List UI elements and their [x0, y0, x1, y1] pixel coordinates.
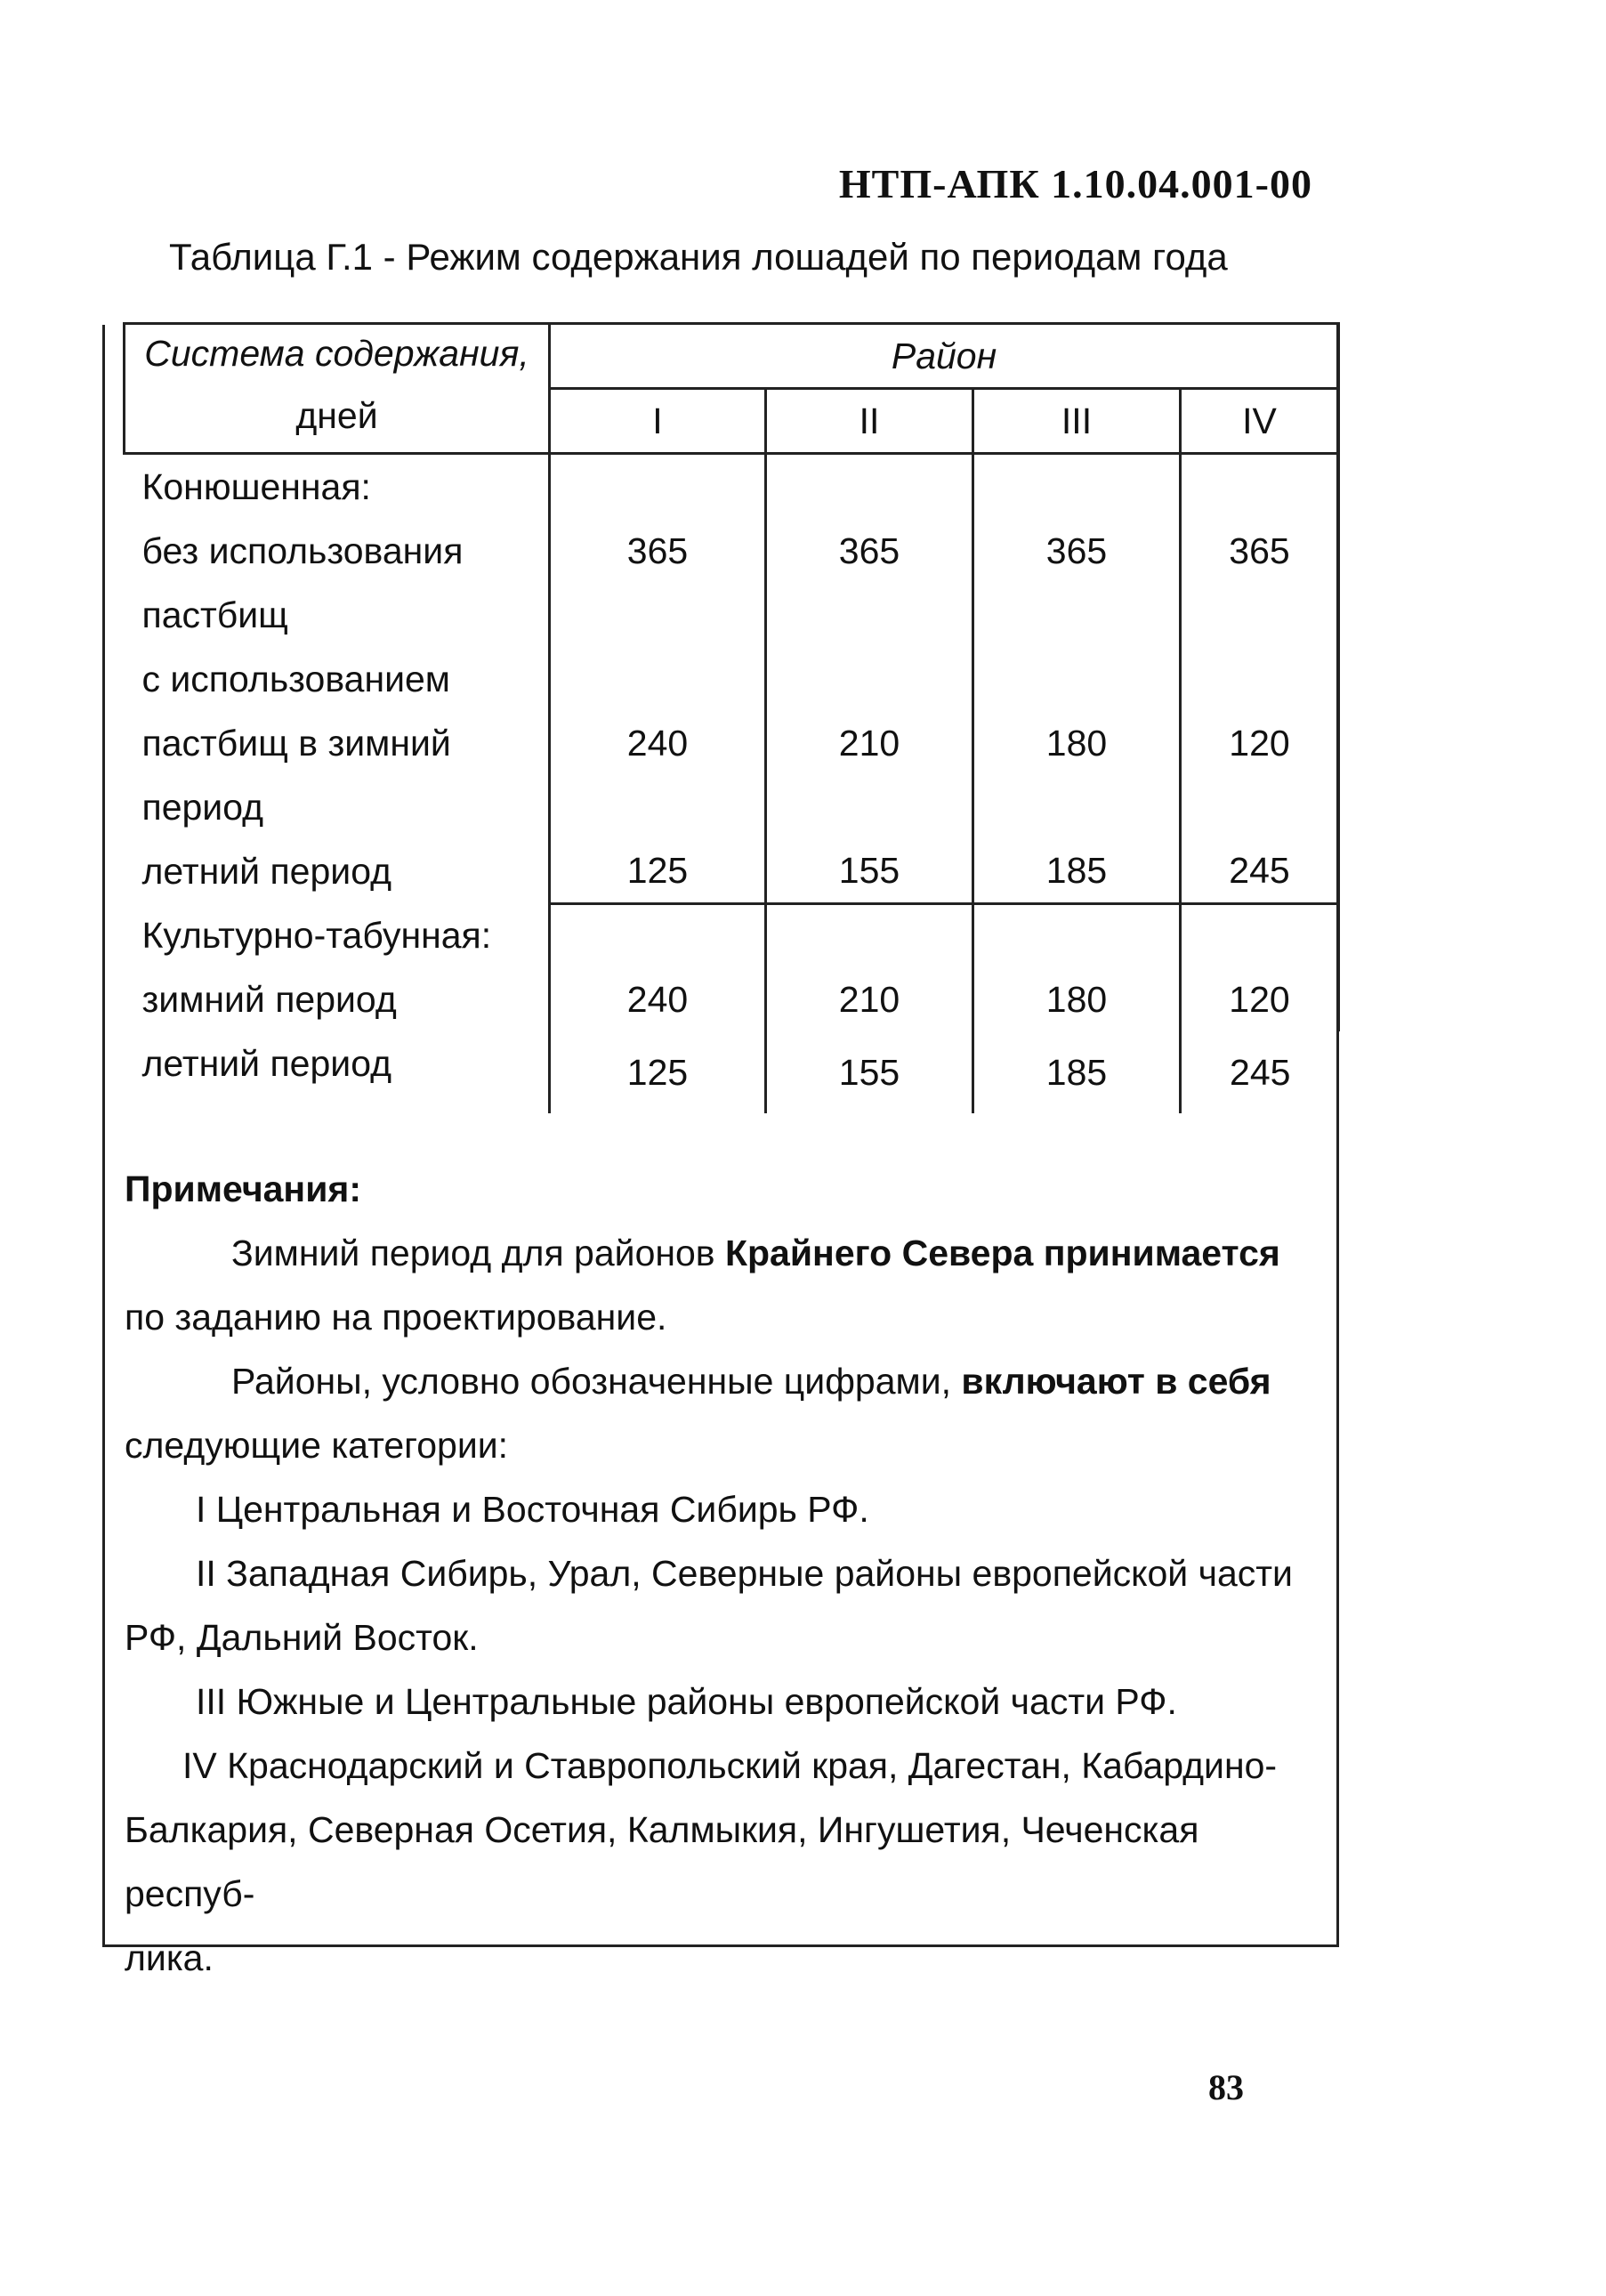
note-paragraph-2-cont: следующие категории:: [125, 1425, 509, 1466]
value-cell: 210: [766, 967, 973, 1031]
region-note-iv-cont2: лика.: [125, 1937, 214, 1978]
row-label: зимний период: [125, 967, 550, 1031]
row-label: летний период: [125, 1031, 550, 1113]
header-region-i: I: [550, 389, 766, 454]
header-system-line2: дней: [295, 394, 378, 436]
region-note-iv-cont: Балкария, Северная Осетия, Калмыкия, Ингушетия, Чеченская респуб-: [125, 1809, 1199, 1914]
value-cell: 125: [550, 839, 766, 903]
notes-title: Примечания:: [125, 1168, 361, 1209]
value-cell: 155: [766, 1031, 973, 1113]
page-number: 83: [1208, 2067, 1244, 2107]
header-system-cell: [125, 324, 550, 454]
row-label: летний период: [125, 839, 550, 903]
value-cell: 365: [1181, 519, 1339, 647]
row-label-line: пастбищ: [141, 594, 288, 635]
note-text: Районы, условно обозначенные цифрами,: [231, 1361, 962, 1402]
region-note-i: I Центральная и Восточная Сибирь РФ.: [196, 1489, 869, 1530]
value-cell: 365: [973, 519, 1181, 647]
header-region-ii: II: [766, 389, 973, 454]
region-note-ii-cont: РФ, Дальний Восток.: [125, 1617, 479, 1658]
value-cell: 180: [973, 647, 1181, 839]
note-text-bold: Крайнего Севера: [724, 1233, 1034, 1273]
note-text-bold: в себя: [1144, 1361, 1271, 1402]
table-row: [125, 903, 1339, 967]
table-row: [125, 1031, 1339, 1113]
value-cell: 210: [766, 647, 973, 839]
table-row: [125, 454, 1339, 520]
notes-section: [125, 1157, 1321, 1990]
row-label: [125, 519, 550, 647]
row-label-line: с использованием: [141, 659, 450, 699]
value-cell: 365: [550, 519, 766, 647]
table-row: [125, 839, 1339, 903]
table-row: [125, 519, 1339, 647]
value-cell: 240: [550, 967, 766, 1031]
row-label-line: без использования: [141, 530, 464, 571]
frame-left-border: [102, 325, 105, 1117]
note-text-bold: принимается: [1033, 1233, 1280, 1273]
value-cell: 185: [973, 839, 1181, 903]
value-cell: 180: [973, 967, 1181, 1031]
note-text-bold: включают: [961, 1361, 1145, 1402]
value-cell: 185: [973, 1031, 1181, 1113]
document-code: НТП-АПК 1.10.04.001-00: [838, 161, 1312, 206]
note-text: Зимний период для районов: [231, 1233, 725, 1273]
table-row: [125, 647, 1339, 839]
value-cell: 155: [766, 839, 973, 903]
value-cell: 120: [1181, 647, 1339, 839]
table-caption: Таблица Г.1 - Режим содержания лошадей по периодам года: [169, 236, 1228, 278]
value-cell: 240: [550, 647, 766, 839]
region-note-iv: IV Краснодарский и Ставропольский края, Дагестан, Кабардино-: [182, 1745, 1278, 1786]
header-system-line1: Система содержания,: [144, 332, 529, 374]
row-label-line: пастбищ в зимний: [141, 723, 451, 764]
region-note-ii: II Западная Сибирь, Урал, Северные районы европейской части: [196, 1553, 1293, 1594]
region-note-iii: III Южные и Центральные районы европейской части РФ.: [196, 1681, 1177, 1722]
header-region-iii: III: [973, 389, 1181, 454]
table-row: [125, 967, 1339, 1031]
note-paragraph-1: [125, 1221, 1321, 1285]
group-title-herd: Культурно-табунная:: [125, 903, 550, 967]
horse-keeping-table: [123, 322, 1340, 1113]
note-paragraph-2: [125, 1349, 1321, 1413]
value-cell: 245: [1181, 839, 1339, 903]
row-label-line: период: [141, 787, 264, 828]
group-title-stable: Конюшенная:: [125, 454, 550, 520]
row-label: [125, 647, 550, 839]
value-cell: 120: [1181, 967, 1339, 1031]
note-paragraph-1-cont: по заданию на проектирование.: [125, 1297, 667, 1338]
value-cell: 245: [1181, 1031, 1339, 1113]
header-region-iv: IV: [1181, 389, 1339, 454]
value-cell: 125: [550, 1031, 766, 1113]
value-cell: 365: [766, 519, 973, 647]
header-region: Район: [550, 324, 1339, 389]
